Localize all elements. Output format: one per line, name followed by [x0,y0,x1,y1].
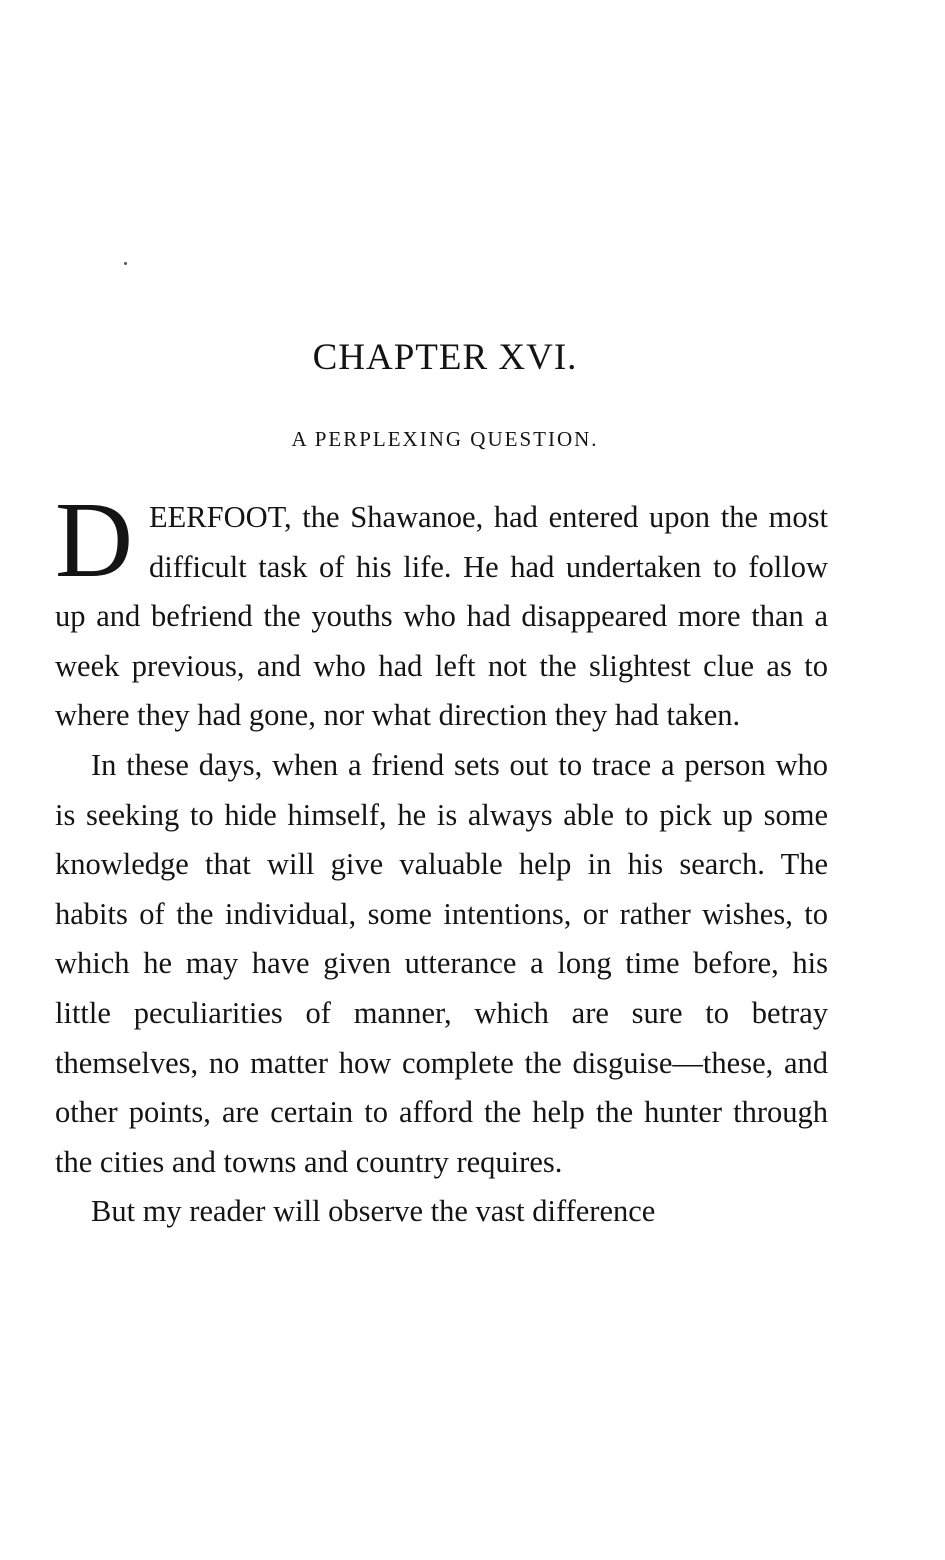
paragraph-2: In these days, when a friend sets out to trace a person who is seeking to hide himself, he is always able to pick up some knowledge that will give valuable help in his search. The habits of the individual, some intentions, or rather wishes, to which he may have given utterance a long time before, his little peculiarities of manner, which are sure to betray themselves, no matter how complete the disguise—these, and other points, are certain to afford the help the hunter through the cities and towns and country requires. [55,747,828,1179]
paragraph-1-text: EERFOOT, the Shawanoe, had entered upon the most difficult task of his life. He had undertaken to follow up and befriend the youths who had disappeared more than a week previous, and who had left not the slightest clue as to where they had gone, nor what direction they had taken. [55,500,828,733]
chapter-title: CHAPTER XVI. [312,337,578,378]
paragraph-3: But my reader will observe the vast difference [91,1194,656,1229]
drop-cap: D [55,481,133,600]
chapter-subtitle: A PERPLEXING QUESTION. [291,427,599,451]
print-speck [124,262,127,265]
chapter-body [55,481,828,1237]
drop-cap-box [55,481,139,600]
paragraph-1 [55,481,828,741]
